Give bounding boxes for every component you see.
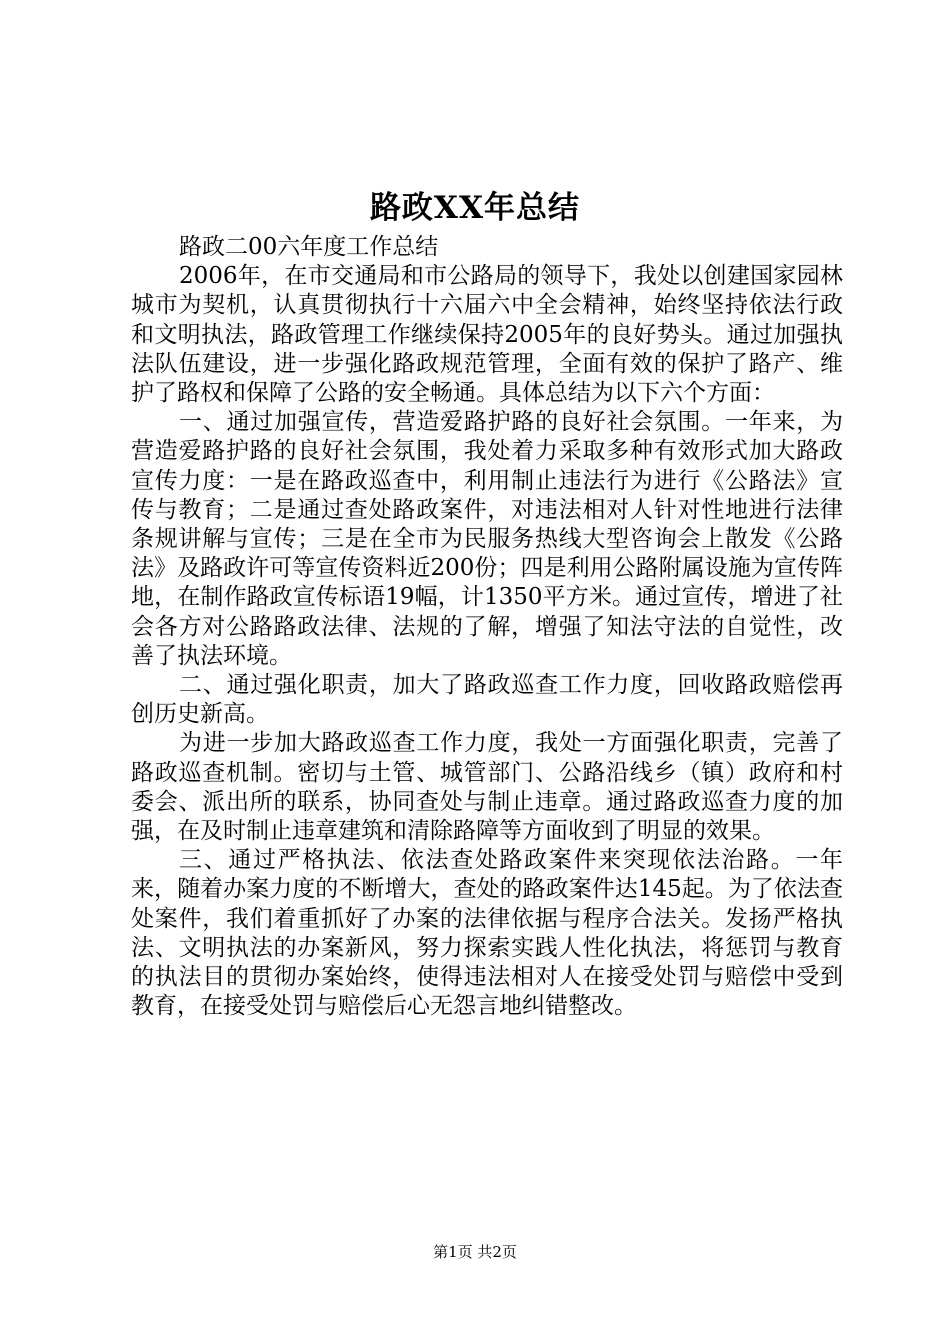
paragraph-section-2-heading: 二、通过强化职责，加大了路政巡查工作力度，回收路政赔偿再创历史新高。 — [131, 672, 843, 728]
paragraph-section-3: 三、通过严格执法、依法查处路政案件来突现依法治路。一年来，随着办案力度的不断增大，查处的路政案件达145起。为了依法查处案件，我们着重抓好了办案的法律依据与程序合法关。发扬严格执法、文明执法的办案新风，努力探索实践人性化执法，将惩罚与教育的执法目的贯彻办案始终，使得违法相对人在接受处罚与赔偿中受到教育，在接受处罚与赔偿后心无怨言地纠错整改。 — [131, 847, 843, 1020]
paragraph-section-2-body: 为进一步加大路政巡查工作力度，我处一方面强化职责，完善了路政巡查机制。密切与土管、城管部门、公路沿线乡（镇）政府和村委会、派出所的联系，协同查处与制止违章。通过路政巡查力度的加强，在及时制止违章建筑和清除路障等方面收到了明显的效果。 — [131, 730, 843, 845]
paragraph-intro: 2006年，在市交通局和市公路局的领导下，我处以创建国家园林城市为契机，认真贯彻执行十六届六中全会精神，始终坚持依法行政和文明执法，路政管理工作继续保持2005年的良好势头。通过加强执法队伍建设，进一步强化路政规范管理，全面有效的保护了路产、维护了路权和保障了公路的安全畅通。具体总结为以下六个方面： — [131, 263, 843, 407]
document-body — [131, 233, 843, 1021]
document-title: 路政XX年总结 — [369, 190, 581, 226]
page-number-indicator: 第1页 共2页 — [433, 1243, 517, 1261]
document-subtitle: 路政二00六年度工作总结 — [179, 234, 439, 260]
paragraph-section-1: 一、通过加强宣传，营造爱路护路的良好社会氛围。一年来，为营造爱路护路的良好社会氛围，我处着力采取多种有效形式加大路政宣传力度：一是在路政巡查中，利用制止违法行为进行《公路法》宣传与教育；二是通过查处路政案件，对违法相对人针对性地进行法律条规讲解与宣传；三是在全市为民服务热线大型咨询会上散发《公路法》及路政许可等宣传资料近200份；四是利用公路附属设施为宣传阵地，在制作路政宣传标语19幅，计1350平方米。通过宣传，增进了社会各方对公路路政法律、法规的了解，增强了知法守法的自觉性，改善了执法环境。 — [131, 409, 843, 669]
